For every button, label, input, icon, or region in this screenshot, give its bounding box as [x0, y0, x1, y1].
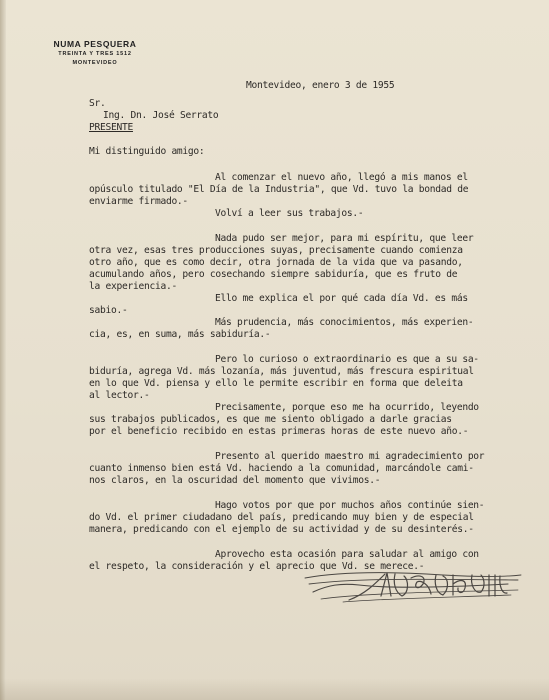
body-line: Al comenzar el nuevo año, llegó a mis manos el	[215, 172, 468, 183]
letterhead-name: NUMA PESQUERA	[53, 39, 137, 49]
letter-date: Montevideo, enero 3 de 1955	[246, 80, 395, 91]
body-line: do Vd. el primer ciudadano del país, predicando muy bien y de especial	[89, 512, 474, 523]
salutation: Mi distinguido amigo:	[89, 146, 205, 157]
body-line: la experiencia.-	[89, 281, 177, 292]
body-line: el respeto, la consideración y el aprecio que Vd. se merece.-	[89, 561, 425, 572]
body-line: Nada pudo ser mejor, para mi espíritu, que leer	[215, 233, 474, 244]
body-line: cuanto inmenso bien está Vd. haciendo a la comunidad, marcándole cami-	[89, 463, 474, 474]
body-line: Presento al querido maestro mi agradecimiento por	[215, 451, 485, 462]
body-line: otro año, que es como decir, otra jornada de la vida que va pasando,	[89, 257, 463, 268]
body-line: en lo que Vd. piensa y ello le permite escribir en forma que deleita	[89, 378, 463, 389]
body-line: Más prudencia, más conocimientos, más experien-	[215, 317, 474, 328]
body-line: Pero lo curioso o extraordinario es que a su sa-	[215, 354, 479, 365]
body-line: Aprovecho esta ocasión para saludar al amigo con	[215, 549, 479, 560]
body-line: Precisamente, porque eso me ha ocurrido, leyendo	[215, 402, 479, 413]
letterhead-address: TREINTA Y TRES 1512	[58, 51, 132, 57]
handwritten-signature	[303, 566, 525, 608]
recipient-presente: PRESENTE	[89, 122, 133, 133]
body-line: acumulando años, pero cosechando siempre sabiduría, que es fruto de	[89, 269, 458, 280]
body-line: Ello me explica el por qué cada día Vd. es más	[215, 293, 468, 304]
recipient-title: Sr.	[89, 98, 106, 109]
body-line: nos claros, en la oscuridad del momento que vivimos.-	[89, 475, 381, 486]
body-line: al lector.-	[89, 390, 150, 401]
body-line: Volví a leer sus trabajos.-	[215, 208, 364, 219]
letterhead-city: MONTEVIDEO	[72, 60, 118, 66]
letterhead	[42, 38, 148, 68]
body-line: enviarme firmado.-	[89, 196, 188, 207]
recipient-name: Ing. Dn. José Serrato	[103, 110, 219, 121]
body-line: Hago votos por que por muchos años continúe sien-	[215, 500, 485, 511]
body-line: manera, predicando con el ejemplo de su actividad y de su desinterés.-	[89, 524, 474, 535]
body-line: biduría, agrega Vd. más lozanía, más juventud, más frescura espiritual	[89, 366, 474, 377]
body-line: sabio.-	[89, 305, 128, 316]
body-line: opúsculo titulado "El Día de la Industria", que Vd. tuvo la bondad de	[89, 184, 469, 195]
body-line: cia, es, en suma, más sabiduría.-	[89, 329, 271, 340]
body-line: otra vez, esas tres producciones suyas, precisamente cuando comienza	[89, 245, 463, 256]
body-line: por el beneficio recibido en estas primeras horas de este nuevo año.-	[89, 426, 469, 437]
body-line: sus trabajos publicados, es que me siento obligado a darle gracias	[89, 414, 452, 425]
